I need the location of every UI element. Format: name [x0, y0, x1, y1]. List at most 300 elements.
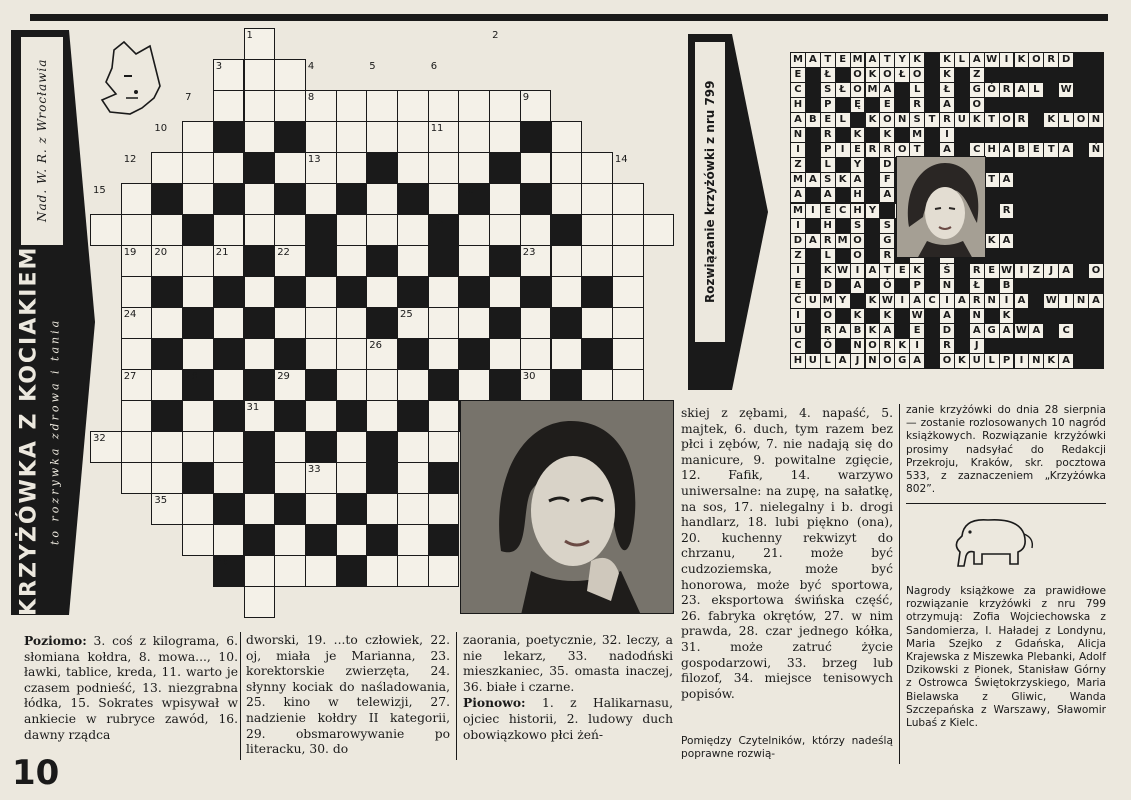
solution-letter: K: [1014, 52, 1030, 68]
grid-block: [336, 276, 368, 308]
solution-letter: G: [879, 233, 895, 249]
clues-down-col4: skiej z zębami, 4. napaść, 5. majtek, 6. duch, tym razem bez płci i zębów, 7. nie nadają się do manicure, 9. powitalne zgięcie, 12. Fafik, 14. warzywo uniwersalne: na zupę, na sałatkę, na sos, 17. nielegalny i b. drogi handlarz, 18. lubi piękno (ona), 20. kuchenny rekwizyt do chrzanu, 21. może być cudzoziemska, może być honorowa, może być sportowa, 23. eksportowa świńska część, 26. fabryka okrętów, 27. w nim prawda, 28. czar jednego kółka, 31. może zatruć życie gospodarzowi, 33. brzeg lub filozof, 34. miejsce tenisowych popisów.: [681, 406, 893, 701]
grid-cell: [182, 152, 214, 184]
solution-letter: N: [850, 338, 866, 354]
solution-block: [894, 278, 910, 294]
solution-letter: A: [939, 308, 955, 324]
grid-cell: [366, 400, 398, 432]
solution-letter: E: [1028, 142, 1044, 158]
grid-cell: [336, 214, 368, 246]
solution-block: [894, 323, 910, 339]
solution-letter: A: [939, 142, 955, 158]
grid-cell: [612, 183, 644, 215]
clue-number: 9: [522, 92, 530, 103]
clue-number: 4: [307, 61, 315, 72]
grid-cell: [213, 214, 245, 246]
down-clues-part1: 1. z Halikarnasu, ojciec historii, 2. ludowy duch obowiązkowo płci żeń-: [463, 696, 673, 742]
clue-number: 2: [492, 30, 499, 41]
solution-letter: I: [1014, 263, 1030, 279]
solution-letter: E: [879, 97, 895, 113]
grid-cell: [458, 214, 490, 246]
grid-cell: [366, 493, 398, 525]
solution-letter: N: [969, 308, 985, 324]
solution-block: [924, 67, 940, 83]
solution-letter: T: [909, 142, 925, 158]
grid-block: [274, 183, 306, 215]
grid-cell: [489, 90, 521, 122]
grid-cell: [121, 276, 153, 308]
solution-block: [865, 218, 881, 234]
grid-block: [151, 338, 183, 370]
solution-block: [1043, 338, 1059, 354]
solution-block: [865, 97, 881, 113]
grid-cell: [182, 338, 214, 370]
solution-block: [1058, 233, 1074, 249]
solution-letter: A: [999, 323, 1015, 339]
clue-number: 32: [93, 433, 106, 444]
grid-cell: [182, 524, 214, 556]
solution-block: [805, 338, 821, 354]
solution-letter: D: [879, 157, 895, 173]
grid-block: [244, 431, 276, 463]
grid-block: [244, 245, 276, 277]
grid-cell: [336, 369, 368, 401]
solution-letter: A: [835, 323, 851, 339]
solution-block: [954, 263, 970, 279]
solution-letter: O: [850, 82, 866, 98]
solution-letter: O: [1073, 112, 1089, 128]
solution-letter: O: [850, 248, 866, 264]
solution-block: [1043, 308, 1059, 324]
solution-block: [835, 278, 851, 294]
grid-block: [397, 276, 429, 308]
solution-letter: N: [984, 293, 1000, 309]
grid-cell: [213, 524, 245, 556]
solution-letter: H: [850, 203, 866, 219]
grid-cell: [612, 276, 644, 308]
grid-cell: [397, 524, 429, 556]
grid-block: [213, 493, 245, 525]
solution-block: [1043, 82, 1059, 98]
solution-letter: K: [865, 293, 881, 309]
solution-block: [894, 97, 910, 113]
solution-block: [805, 187, 821, 203]
solution-letter: D: [820, 278, 836, 294]
solution-letter: U: [790, 323, 806, 339]
solution-letter: M: [790, 203, 806, 219]
solution-block: [835, 308, 851, 324]
grid-block: [551, 214, 583, 246]
clue-number: 26: [369, 340, 383, 351]
solution-letter: I: [999, 52, 1015, 68]
grid-cell: [489, 183, 521, 215]
solution-letter: Z: [969, 67, 985, 83]
grid-cell: [581, 183, 613, 215]
grid-block: [489, 152, 521, 184]
solution-letter: L: [835, 112, 851, 128]
grid-cell: [551, 276, 583, 308]
clue-number: 25: [400, 309, 413, 320]
clue-number: 31: [246, 402, 260, 413]
solution-letter: D: [790, 233, 806, 249]
grid-cell: [520, 152, 552, 184]
grid-block: [458, 276, 490, 308]
grid-cell: [336, 307, 368, 339]
solution-block: [835, 127, 851, 143]
grid-cell: [428, 307, 460, 339]
solution-block: [805, 323, 821, 339]
solution-letter: L: [820, 157, 836, 173]
grid-cell: [397, 214, 429, 246]
solution-letter: L: [984, 353, 1000, 369]
solution-letter: H: [790, 97, 806, 113]
solution-letter: K: [984, 233, 1000, 249]
grid-cell: [366, 276, 398, 308]
grid-cell: [305, 493, 337, 525]
solution-letter: A: [879, 323, 895, 339]
grid-block: [182, 214, 214, 246]
across-clues-part1: 3. coś z kilograma, 6. słomiana kołdra, 8. mowa..., 10. ławki, tablice, kreda, 11. warto je czasem podnieść, 13. niezgrabna łódka, 15. Sokrates wpisywał w ankiecie w rubryce zawód, 16. dawny rządca: [24, 634, 238, 742]
grid-cell: [520, 214, 552, 246]
solution-block: [1058, 218, 1074, 234]
solution-block: [1043, 97, 1059, 113]
grid-cell: [213, 431, 245, 463]
solution-block: [805, 157, 821, 173]
solution-letter: O: [1028, 52, 1044, 68]
solution-letter: K: [999, 308, 1015, 324]
grid-cell: [397, 245, 429, 277]
solution-letter: Ó: [820, 338, 836, 354]
down-label: Pionowo:: [463, 695, 526, 711]
solution-block: [1028, 293, 1044, 309]
grid-cell: [336, 152, 368, 184]
solution-letter: E: [850, 142, 866, 158]
grid-block: [489, 369, 521, 401]
solution-block: [1014, 67, 1030, 83]
grid-cell: [520, 338, 552, 370]
solution-letter: M: [790, 52, 806, 68]
grid-cell: [274, 431, 306, 463]
solution-block: [1043, 218, 1059, 234]
solution-block: [1088, 82, 1104, 98]
clue-number: 22: [277, 247, 290, 258]
solution-block: [1014, 338, 1030, 354]
solution-block: [835, 338, 851, 354]
solution-letter: N: [865, 353, 881, 369]
solution-block: [850, 293, 866, 309]
solution-heading: Rozwiązanie krzyżówki z nru 799: [703, 80, 717, 304]
grid-cell: [366, 369, 398, 401]
solution-letter: P: [820, 142, 836, 158]
solution-letter: I: [999, 293, 1015, 309]
solution-letter: A: [790, 187, 806, 203]
solution-letter: Ł: [835, 82, 851, 98]
grid-cell: [397, 462, 429, 494]
grid-cell: [121, 214, 153, 246]
solution-block: [1014, 187, 1030, 203]
solution-letter: A: [954, 293, 970, 309]
solution-block: [1073, 97, 1089, 113]
solution-letter: A: [999, 172, 1015, 188]
grid-cell: [182, 183, 214, 215]
solution-letter: C: [790, 82, 806, 98]
solution-letter: E: [835, 52, 851, 68]
solution-letter: T: [984, 172, 1000, 188]
solution-letter: A: [850, 172, 866, 188]
solution-letter: U: [954, 112, 970, 128]
kociak-photo: [460, 400, 674, 614]
solution-block: [835, 67, 851, 83]
grid-cell: [121, 462, 153, 494]
grid-cell: [489, 338, 521, 370]
solution-block: [1058, 157, 1074, 173]
solution-block: [1028, 233, 1044, 249]
solution-letter: E: [820, 203, 836, 219]
solution-block: [865, 248, 881, 264]
grid-cell: [428, 431, 460, 463]
solution-block: [1028, 67, 1044, 83]
clue-number: 17: [307, 216, 321, 227]
solution-block: [1088, 157, 1104, 173]
solution-letter: L: [820, 248, 836, 264]
clues-across-col2: dworski, 19. ...to człowiek, 22. oj, miała je Marianna, 23. korektorskie zwierzęta, 24. słynny kociak do naśladowania, 25. kino w telewizji, 27. nadzienie kołdry II kategorii, 29. obsmarowywanie po literacku, 30. do: [246, 633, 450, 757]
solution-block: [1058, 127, 1074, 143]
solution-block: [805, 248, 821, 264]
grid-cell: [612, 245, 644, 277]
solution-block: [1043, 172, 1059, 188]
solution-block: [1028, 248, 1044, 264]
grid-cell: [612, 369, 644, 401]
solution-block: [1073, 187, 1089, 203]
solution-letter: A: [850, 278, 866, 294]
solution-block: [1028, 308, 1044, 324]
grid-block: [305, 369, 337, 401]
grid-cell: [213, 369, 245, 401]
grid-cell: [612, 214, 644, 246]
grid-cell: [551, 245, 583, 277]
grid-block: [336, 555, 368, 587]
grid-cell: [121, 338, 153, 370]
solution-block: [1088, 218, 1104, 234]
solution-letter: C: [924, 293, 940, 309]
grid-cell: [244, 338, 276, 370]
solution-block: [805, 97, 821, 113]
solution-block: [1028, 218, 1044, 234]
solution-letter: O: [999, 112, 1015, 128]
clue-number: 15: [93, 185, 106, 196]
solution-letter: Ł: [969, 278, 985, 294]
solution-block: [835, 157, 851, 173]
solution-block: [1073, 67, 1089, 83]
solution-letter: I: [790, 142, 806, 158]
clue-number: 35: [154, 495, 168, 506]
grid-cell: [581, 152, 613, 184]
solution-letter: R: [969, 293, 985, 309]
grid-cell: [366, 90, 398, 122]
grid-cell: [244, 555, 276, 587]
grid-block: [366, 462, 398, 494]
grid-cell: [397, 555, 429, 587]
solution-letter: H: [790, 353, 806, 369]
solution-block: [1088, 233, 1104, 249]
solution-letter: N: [894, 112, 910, 128]
grid-cell: [520, 307, 552, 339]
grid-block: [244, 462, 276, 494]
clue-number: 20: [154, 247, 168, 258]
solution-letter: W: [909, 308, 925, 324]
solution-block: [1088, 278, 1104, 294]
solution-letter: J: [1043, 263, 1059, 279]
solution-block: [1088, 323, 1104, 339]
solution-block: [984, 203, 1000, 219]
clue-number: 13: [307, 154, 321, 165]
solution-letter: E: [790, 67, 806, 83]
grid-block: [182, 462, 214, 494]
solution-letter: B: [1014, 142, 1030, 158]
grid-block: [428, 245, 460, 277]
clue-number: 30: [522, 371, 536, 382]
solution-block: [865, 308, 881, 324]
clue-number: 5: [369, 61, 376, 72]
grid-cell: [458, 245, 490, 277]
solution-block: [865, 127, 881, 143]
solution-block: [1073, 248, 1089, 264]
solution-block: [999, 127, 1015, 143]
clue-number: 14: [614, 154, 628, 165]
solution-block: [805, 278, 821, 294]
solution-letter: Ł: [820, 67, 836, 83]
solution-block: [1028, 112, 1044, 128]
solution-letter: P: [820, 97, 836, 113]
grid-block: [366, 524, 398, 556]
grid-block: [213, 121, 245, 153]
woman-portrait-small-image: [897, 157, 986, 258]
solution-letter: Y: [835, 293, 851, 309]
clues-col3: [463, 633, 673, 743]
grid-cell: [305, 121, 337, 153]
grid-cell: [458, 307, 490, 339]
author-credit: Nad. W. R. z Wrocławia: [35, 58, 49, 222]
solution-block: [984, 157, 1000, 173]
solution-letter: E: [820, 112, 836, 128]
solution-block: [984, 248, 1000, 264]
solution-letter: I: [835, 142, 851, 158]
solution-block: [1014, 233, 1030, 249]
solution-letter: O: [865, 338, 881, 354]
solution-letter: A: [1014, 293, 1030, 309]
solution-letter: I: [790, 308, 806, 324]
grid-cell: [274, 59, 306, 91]
grid-cell: [244, 214, 276, 246]
solution-block: [1058, 278, 1074, 294]
solution-letter: R: [1043, 52, 1059, 68]
solution-block: [805, 308, 821, 324]
solution-letter: Y: [894, 52, 910, 68]
solution-block: [954, 338, 970, 354]
solution-block: [1043, 323, 1059, 339]
grid-cell: [581, 369, 613, 401]
grid-cell: [305, 338, 337, 370]
page-number: 10: [12, 753, 60, 793]
grid-block: [397, 183, 429, 215]
solution-letter: R: [1014, 112, 1030, 128]
solution-block: [1088, 97, 1104, 113]
clue-number: 3: [215, 61, 223, 72]
solution-block: [1088, 52, 1104, 68]
contest-note: zanie krzyżówki do dnia 28 sierpnia — zostanie rozlosowanych 10 nagród książkowych. Rozwiązanie krzyżówki prosimy nadsyłać do Redakcji Przekroju, Kraków, skr. pocztowa 533, z zaznaczeniem „Krzyżówka 802”.: [906, 404, 1106, 496]
solution-letter: N: [790, 127, 806, 143]
clue-number: 18: [430, 216, 444, 227]
solution-letter: H: [820, 218, 836, 234]
solution-letter: A: [969, 52, 985, 68]
solution-letter: T: [820, 52, 836, 68]
solution-letter: K: [909, 263, 925, 279]
solution-block: [984, 127, 1000, 143]
solution-block: [1058, 203, 1074, 219]
solution-letter: G: [969, 82, 985, 98]
clue-number: 8: [307, 92, 315, 103]
grid-cell: [551, 338, 583, 370]
solution-letter: J: [969, 338, 985, 354]
solution-letter: D: [939, 323, 955, 339]
grid-cell: [305, 183, 337, 215]
grid-cell: [428, 90, 460, 122]
solution-letter: K: [850, 308, 866, 324]
grid-cell: [274, 307, 306, 339]
winners-list: Nagrody książkowe za prawidłowe rozwiązanie krzyżówki z nru 799 otrzymują: Zofia Wojciechowska z Sandomierza, I. Haładej z Londynu, Maria Szejko z Gdańska, Alicja Krajewska z Miszewka Plebanki, Adolf Dzikowski z Pionek, Stanisław Górny z Ostrowca Świętokrzyskiego, Maria Bielawska z Gliwic, Wanda Szczepańska z Warszawy, Sławomir Lubaś z Kielc.: [906, 585, 1106, 730]
solution-block: [835, 97, 851, 113]
grid-block: [336, 183, 368, 215]
grid-cell: [151, 152, 183, 184]
solution-letter: A: [879, 82, 895, 98]
solution-letter: E: [894, 263, 910, 279]
grid-cell: [366, 183, 398, 215]
grid-block: [581, 276, 613, 308]
solution-letter: R: [865, 142, 881, 158]
solution-letter: R: [909, 97, 925, 113]
solution-letter: I: [850, 263, 866, 279]
solution-letter: A: [835, 353, 851, 369]
solution-block: [984, 187, 1000, 203]
clue-number: 28: [185, 371, 198, 382]
grid-cell: [366, 555, 398, 587]
solution-letter: O: [879, 112, 895, 128]
solution-block: [1073, 308, 1089, 324]
clue-number: 1: [246, 30, 253, 41]
solution-letter: O: [894, 142, 910, 158]
solution-block: [805, 218, 821, 234]
solution-block: [1043, 278, 1059, 294]
grid-cell: [458, 152, 490, 184]
solution-letter: U: [805, 293, 821, 309]
grid-cell: [151, 307, 183, 339]
solution-block: [1073, 127, 1089, 143]
column-rule: [240, 632, 241, 760]
solution-letter: R: [939, 112, 955, 128]
solution-letter: A: [1058, 353, 1074, 369]
solution-letter: Ó: [984, 82, 1000, 98]
grid-block: [551, 369, 583, 401]
solution-block: [1073, 323, 1089, 339]
solution-letter: N: [1088, 112, 1104, 128]
grid-cell: [244, 493, 276, 525]
solution-letter: T: [984, 112, 1000, 128]
solution-block: [954, 67, 970, 83]
solution-letter: C: [1058, 323, 1074, 339]
grid-block: [397, 338, 429, 370]
solution-block: [924, 338, 940, 354]
solution-letter: A: [939, 97, 955, 113]
